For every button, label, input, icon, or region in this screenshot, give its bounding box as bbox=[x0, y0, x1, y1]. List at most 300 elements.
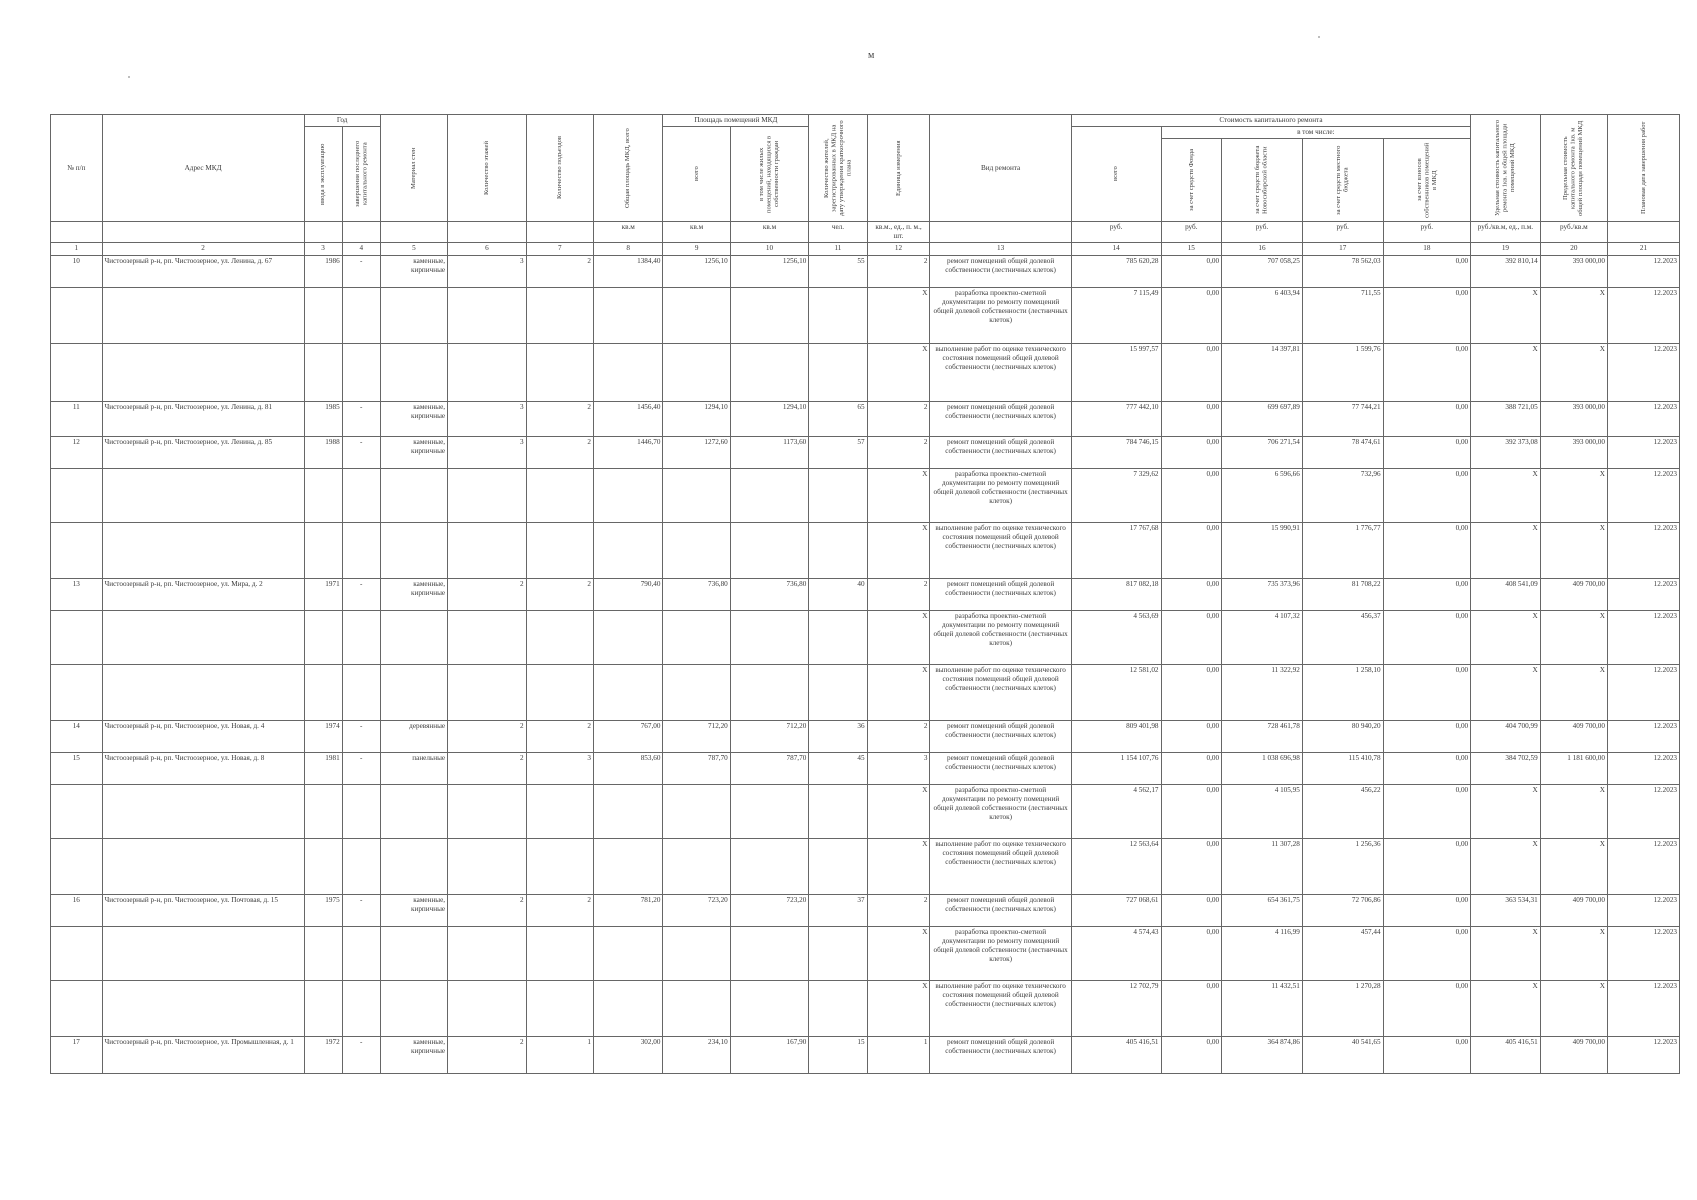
cost-owners-cell: 0,00 bbox=[1383, 927, 1471, 981]
table-body bbox=[51, 256, 1680, 1074]
floors-cell bbox=[448, 927, 527, 981]
unit-cost-cell: X bbox=[1471, 927, 1541, 981]
column-number: 3 bbox=[304, 243, 342, 256]
column-number: 13 bbox=[930, 243, 1071, 256]
material-cell bbox=[380, 344, 447, 402]
cost-total-cell: 4 563,69 bbox=[1071, 611, 1161, 665]
area-cell bbox=[593, 344, 663, 402]
cost-fund-cell: 0,00 bbox=[1161, 611, 1222, 665]
residents-cell bbox=[809, 664, 867, 720]
residents-cell: 15 bbox=[809, 1037, 867, 1074]
floors-cell: 2 bbox=[448, 1037, 527, 1074]
plan-date-cell: 12.2023 bbox=[1607, 895, 1679, 927]
last-repair-cell: - bbox=[342, 753, 380, 785]
row-number bbox=[51, 981, 103, 1037]
row-number bbox=[51, 469, 103, 523]
table-row bbox=[51, 522, 1680, 578]
year-cell: 1986 bbox=[304, 256, 342, 288]
column-number: 16 bbox=[1222, 243, 1303, 256]
entrances-cell bbox=[526, 927, 593, 981]
material-cell: деревянные bbox=[380, 720, 447, 752]
plan-date-cell: 12.2023 bbox=[1607, 753, 1679, 785]
address-cell: Чистоозерный р-н, рп. Чистоозерное, ул. Новая, д. 4 bbox=[102, 720, 304, 752]
cost-regional-cell: 6 403,94 bbox=[1222, 288, 1303, 344]
unit-premises-residential: кв.м bbox=[730, 222, 809, 243]
plan-date-cell: 12.2023 bbox=[1607, 522, 1679, 578]
header-cost-local: за счет средств местного бюджета bbox=[1302, 139, 1383, 222]
unit-cell: 2 bbox=[867, 720, 930, 752]
year-cell: 1974 bbox=[304, 720, 342, 752]
entrances-cell: 3 bbox=[526, 753, 593, 785]
last-repair-cell: - bbox=[342, 578, 380, 610]
last-repair-cell bbox=[342, 611, 380, 665]
row-number: 13 bbox=[51, 578, 103, 610]
header-residents: Количество жителей, зарегистрированных в МКД на дату утверждения краткосрочного плана bbox=[809, 115, 867, 222]
floors-cell: 3 bbox=[448, 402, 527, 436]
cost-total-cell: 809 401,98 bbox=[1071, 720, 1161, 752]
entrances-cell bbox=[526, 288, 593, 344]
plan-date-cell: 12.2023 bbox=[1607, 720, 1679, 752]
table-row bbox=[51, 664, 1680, 720]
last-repair-cell: - bbox=[342, 895, 380, 927]
area-cell bbox=[593, 469, 663, 523]
table-row bbox=[51, 839, 1680, 895]
unit-measure: кв.м., ед., п. м., шт. bbox=[867, 222, 930, 243]
cost-regional-cell: 707 058,25 bbox=[1222, 256, 1303, 288]
address-cell: Чистоозерный р-н, рп. Чистоозерное, ул. Новая, д. 8 bbox=[102, 753, 304, 785]
cost-owners-cell: 0,00 bbox=[1383, 256, 1471, 288]
cost-fund-cell: 0,00 bbox=[1161, 469, 1222, 523]
header-premises-total: всего bbox=[663, 127, 730, 222]
unit-cost-cell: 392 810,14 bbox=[1471, 256, 1541, 288]
address-cell: Чистоозерный р-н, рп. Чистоозерное, ул. Ленина, д. 81 bbox=[102, 402, 304, 436]
row-number: 10 bbox=[51, 256, 103, 288]
cost-fund-cell: 0,00 bbox=[1161, 927, 1222, 981]
entrances-cell bbox=[526, 981, 593, 1037]
residents-cell bbox=[809, 469, 867, 523]
cost-local-cell: 1 256,36 bbox=[1302, 839, 1383, 895]
unit-unit-cost: руб./кв.м, ед., п.м. bbox=[1471, 222, 1541, 243]
premises-cell: 723,20 bbox=[663, 895, 730, 927]
column-number: 6 bbox=[448, 243, 527, 256]
residents-cell bbox=[809, 927, 867, 981]
plan-date-cell: 12.2023 bbox=[1607, 469, 1679, 523]
area-cell bbox=[593, 927, 663, 981]
residential-area-cell bbox=[730, 927, 809, 981]
material-cell: каменные, кирпичные bbox=[380, 256, 447, 288]
table-row bbox=[51, 436, 1680, 468]
address-cell: Чистоозерный р-н, рп. Чистоозерное, ул. Ленина, д. 85 bbox=[102, 436, 304, 468]
cost-local-cell: 711,55 bbox=[1302, 288, 1383, 344]
unit-cell bbox=[1607, 222, 1679, 243]
work-type-cell: выполнение работ по оценке технического состояния помещений общей долевой собственности (лестничных клеток) bbox=[930, 664, 1071, 720]
max-cost-cell: X bbox=[1540, 344, 1607, 402]
area-cell: 853,60 bbox=[593, 753, 663, 785]
unit-cost-total: руб. bbox=[1071, 222, 1161, 243]
cost-fund-cell: 0,00 bbox=[1161, 981, 1222, 1037]
row-number bbox=[51, 344, 103, 402]
table-row bbox=[51, 895, 1680, 927]
residential-area-cell bbox=[730, 664, 809, 720]
max-cost-cell: 393 000,00 bbox=[1540, 436, 1607, 468]
max-cost-cell: X bbox=[1540, 469, 1607, 523]
residents-cell: 65 bbox=[809, 402, 867, 436]
address-cell bbox=[102, 839, 304, 895]
cost-local-cell: 115 410,78 bbox=[1302, 753, 1383, 785]
work-type-cell: выполнение работ по оценке технического состояния помещений общей долевой собственности (лестничных клеток) bbox=[930, 344, 1071, 402]
last-repair-cell bbox=[342, 664, 380, 720]
cost-regional-cell: 735 373,96 bbox=[1222, 578, 1303, 610]
max-cost-cell: 409 700,00 bbox=[1540, 895, 1607, 927]
material-cell bbox=[380, 611, 447, 665]
cost-fund-cell: 0,00 bbox=[1161, 839, 1222, 895]
address-cell bbox=[102, 611, 304, 665]
unit-cost-cell: X bbox=[1471, 344, 1541, 402]
unit-total-area: кв.м bbox=[593, 222, 663, 243]
premises-cell bbox=[663, 839, 730, 895]
work-type-cell: ремонт помещений общей долевой собственности (лестничных клеток) bbox=[930, 895, 1071, 927]
unit-cell: 2 bbox=[867, 402, 930, 436]
plan-date-cell: 12.2023 bbox=[1607, 1037, 1679, 1074]
year-cell bbox=[304, 927, 342, 981]
premises-cell: 787,70 bbox=[663, 753, 730, 785]
cost-local-cell: 457,44 bbox=[1302, 927, 1383, 981]
cost-fund-cell: 0,00 bbox=[1161, 1037, 1222, 1074]
material-cell: каменные, кирпичные bbox=[380, 578, 447, 610]
address-cell bbox=[102, 288, 304, 344]
cost-fund-cell: 0,00 bbox=[1161, 785, 1222, 839]
cost-total-cell: 12 563,64 bbox=[1071, 839, 1161, 895]
cost-fund-cell: 0,00 bbox=[1161, 578, 1222, 610]
cost-local-cell: 1 258,10 bbox=[1302, 664, 1383, 720]
unit-cost-cell: X bbox=[1471, 664, 1541, 720]
cost-regional-cell: 11 322,92 bbox=[1222, 664, 1303, 720]
floors-cell bbox=[448, 522, 527, 578]
unit-cell bbox=[102, 222, 304, 243]
address-cell bbox=[102, 469, 304, 523]
address-cell bbox=[102, 785, 304, 839]
max-cost-cell: X bbox=[1540, 664, 1607, 720]
header-no: № п/п bbox=[51, 115, 103, 222]
material-cell bbox=[380, 469, 447, 523]
residential-area-cell bbox=[730, 288, 809, 344]
residents-cell bbox=[809, 288, 867, 344]
last-repair-cell bbox=[342, 288, 380, 344]
unit-cell: X bbox=[867, 927, 930, 981]
last-repair-cell bbox=[342, 344, 380, 402]
floors-cell bbox=[448, 469, 527, 523]
column-number: 9 bbox=[663, 243, 730, 256]
capital-repair-table bbox=[50, 114, 1680, 1074]
cost-fund-cell: 0,00 bbox=[1161, 256, 1222, 288]
cost-regional-cell: 4 116,99 bbox=[1222, 927, 1303, 981]
unit-cost-regional: руб. bbox=[1222, 222, 1303, 243]
entrances-cell bbox=[526, 664, 593, 720]
column-number: 8 bbox=[593, 243, 663, 256]
last-repair-cell bbox=[342, 785, 380, 839]
premises-cell bbox=[663, 288, 730, 344]
work-type-cell: ремонт помещений общей долевой собственности (лестничных клеток) bbox=[930, 720, 1071, 752]
table-row bbox=[51, 981, 1680, 1037]
cost-regional-cell: 654 361,75 bbox=[1222, 895, 1303, 927]
entrances-cell: 2 bbox=[526, 256, 593, 288]
premises-cell: 1294,10 bbox=[663, 402, 730, 436]
header-year-commission: ввода в эксплуатацию bbox=[304, 127, 342, 222]
entrances-cell: 2 bbox=[526, 720, 593, 752]
cost-owners-cell: 0,00 bbox=[1383, 578, 1471, 610]
header-cost-total: всего bbox=[1071, 127, 1161, 222]
cost-regional-cell: 364 874,86 bbox=[1222, 1037, 1303, 1074]
header-work-type: Вид ремонта bbox=[930, 115, 1071, 222]
cost-local-cell: 77 744,21 bbox=[1302, 402, 1383, 436]
cost-total-cell: 15 997,57 bbox=[1071, 344, 1161, 402]
area-cell bbox=[593, 664, 663, 720]
premises-cell bbox=[663, 981, 730, 1037]
row-number: 14 bbox=[51, 720, 103, 752]
address-cell: Чистоозерный р-н, рп. Чистоозерное, ул. Промышленная, д. 1 bbox=[102, 1037, 304, 1074]
residents-cell bbox=[809, 344, 867, 402]
unit-cost-cell: X bbox=[1471, 469, 1541, 523]
row-number bbox=[51, 839, 103, 895]
area-cell: 1384,40 bbox=[593, 256, 663, 288]
residents-cell: 45 bbox=[809, 753, 867, 785]
cost-owners-cell: 0,00 bbox=[1383, 611, 1471, 665]
cost-total-cell: 405 416,51 bbox=[1071, 1037, 1161, 1074]
column-number: 1 bbox=[51, 243, 103, 256]
unit-max-cost: руб./кв.м bbox=[1540, 222, 1607, 243]
cost-local-cell: 81 708,22 bbox=[1302, 578, 1383, 610]
max-cost-cell: X bbox=[1540, 785, 1607, 839]
work-type-cell: выполнение работ по оценке технического состояния помещений общей долевой собственности (лестничных клеток) bbox=[930, 981, 1071, 1037]
row-number bbox=[51, 927, 103, 981]
year-cell bbox=[304, 344, 342, 402]
header-unit: Единица измерения bbox=[867, 115, 930, 222]
row-number: 16 bbox=[51, 895, 103, 927]
row-number: 11 bbox=[51, 402, 103, 436]
residential-area-cell: 1173,60 bbox=[730, 436, 809, 468]
unit-cell: X bbox=[867, 611, 930, 665]
header-floors: Количество этажей bbox=[448, 115, 527, 222]
unit-cell bbox=[342, 222, 380, 243]
cost-total-cell: 7 329,62 bbox=[1071, 469, 1161, 523]
residential-area-cell: 1256,10 bbox=[730, 256, 809, 288]
table-row bbox=[51, 402, 1680, 436]
row-number: 12 bbox=[51, 436, 103, 468]
material-cell: каменные, кирпичные bbox=[380, 895, 447, 927]
residential-area-cell: 736,80 bbox=[730, 578, 809, 610]
entrances-cell bbox=[526, 785, 593, 839]
floors-cell bbox=[448, 839, 527, 895]
unit-cell bbox=[304, 222, 342, 243]
premises-cell bbox=[663, 344, 730, 402]
residential-area-cell bbox=[730, 839, 809, 895]
floors-cell bbox=[448, 664, 527, 720]
entrances-cell: 2 bbox=[526, 436, 593, 468]
area-cell: 1456,40 bbox=[593, 402, 663, 436]
plan-date-cell: 12.2023 bbox=[1607, 981, 1679, 1037]
last-repair-cell bbox=[342, 839, 380, 895]
entrances-cell bbox=[526, 469, 593, 523]
residents-cell: 40 bbox=[809, 578, 867, 610]
column-number: 15 bbox=[1161, 243, 1222, 256]
unit-cell: X bbox=[867, 664, 930, 720]
floors-cell bbox=[448, 785, 527, 839]
year-cell bbox=[304, 981, 342, 1037]
address-cell: Чистоозерный р-н, рп. Чистоозерное, ул. Ленина, д. 67 bbox=[102, 256, 304, 288]
unit-cell: 2 bbox=[867, 256, 930, 288]
cost-owners-cell: 0,00 bbox=[1383, 1037, 1471, 1074]
residents-cell bbox=[809, 785, 867, 839]
cost-local-cell: 1 776,77 bbox=[1302, 522, 1383, 578]
cost-local-cell: 456,37 bbox=[1302, 611, 1383, 665]
header-cost-fund: за счет средств Фонда bbox=[1161, 139, 1222, 222]
area-cell: 790,40 bbox=[593, 578, 663, 610]
unit-cost-cell: 408 541,09 bbox=[1471, 578, 1541, 610]
entrances-cell: 2 bbox=[526, 402, 593, 436]
cost-local-cell: 732,96 bbox=[1302, 469, 1383, 523]
floors-cell: 2 bbox=[448, 578, 527, 610]
work-type-cell: ремонт помещений общей долевой собственности (лестничных клеток) bbox=[930, 402, 1071, 436]
residential-area-cell: 167,90 bbox=[730, 1037, 809, 1074]
row-number bbox=[51, 522, 103, 578]
unit-cell: 2 bbox=[867, 578, 930, 610]
cost-owners-cell: 0,00 bbox=[1383, 522, 1471, 578]
max-cost-cell: X bbox=[1540, 981, 1607, 1037]
cost-total-cell: 727 068,61 bbox=[1071, 895, 1161, 927]
header-wall-material: Материал стен bbox=[380, 115, 447, 222]
cost-regional-cell: 6 596,66 bbox=[1222, 469, 1303, 523]
residents-cell bbox=[809, 611, 867, 665]
residential-area-cell bbox=[730, 785, 809, 839]
max-cost-cell: X bbox=[1540, 288, 1607, 344]
max-cost-cell: 393 000,00 bbox=[1540, 256, 1607, 288]
entrances-cell: 1 bbox=[526, 1037, 593, 1074]
header-cost-owners: за счет взносов собственников помещений в МКД bbox=[1383, 139, 1471, 222]
unit-cost-cell: 392 373,08 bbox=[1471, 436, 1541, 468]
unit-cell bbox=[526, 222, 593, 243]
header-max-cost: Предельная стоимость капитального ремонта 1кв. м общей площади помещений МКД bbox=[1540, 115, 1607, 222]
premises-cell bbox=[663, 522, 730, 578]
cost-owners-cell: 0,00 bbox=[1383, 981, 1471, 1037]
last-repair-cell: - bbox=[342, 720, 380, 752]
cost-fund-cell: 0,00 bbox=[1161, 664, 1222, 720]
cost-owners-cell: 0,00 bbox=[1383, 753, 1471, 785]
cost-regional-cell: 4 105,95 bbox=[1222, 785, 1303, 839]
unit-cell bbox=[380, 222, 447, 243]
residential-area-cell: 1294,10 bbox=[730, 402, 809, 436]
unit-cell: 2 bbox=[867, 895, 930, 927]
row-number bbox=[51, 611, 103, 665]
max-cost-cell: X bbox=[1540, 839, 1607, 895]
last-repair-cell bbox=[342, 522, 380, 578]
cost-regional-cell: 15 990,91 bbox=[1222, 522, 1303, 578]
material-cell bbox=[380, 288, 447, 344]
scan-speck bbox=[128, 76, 130, 78]
cost-total-cell: 785 620,28 bbox=[1071, 256, 1161, 288]
material-cell: каменные, кирпичные bbox=[380, 436, 447, 468]
unit-cell: 2 bbox=[867, 436, 930, 468]
floors-cell bbox=[448, 611, 527, 665]
cost-total-cell: 1 154 107,76 bbox=[1071, 753, 1161, 785]
unit-cost-cell: X bbox=[1471, 785, 1541, 839]
column-number: 14 bbox=[1071, 243, 1161, 256]
address-cell bbox=[102, 981, 304, 1037]
residents-cell bbox=[809, 522, 867, 578]
year-cell: 1971 bbox=[304, 578, 342, 610]
premises-cell bbox=[663, 469, 730, 523]
floors-cell bbox=[448, 288, 527, 344]
column-number: 5 bbox=[380, 243, 447, 256]
plan-date-cell: 12.2023 bbox=[1607, 256, 1679, 288]
last-repair-cell: - bbox=[342, 256, 380, 288]
row-number bbox=[51, 785, 103, 839]
header-premises-group: Площадь помещений МКД bbox=[663, 115, 809, 127]
last-repair-cell: - bbox=[342, 402, 380, 436]
work-type-cell: разработка проектно-сметной документации по ремонту помещений общей долевой собственности (лестничных клеток) bbox=[930, 288, 1071, 344]
max-cost-cell: 409 700,00 bbox=[1540, 578, 1607, 610]
cost-total-cell: 777 442,10 bbox=[1071, 402, 1161, 436]
table-row bbox=[51, 469, 1680, 523]
work-type-cell: ремонт помещений общей долевой собственности (лестничных клеток) bbox=[930, 436, 1071, 468]
unit-cost-cell: X bbox=[1471, 522, 1541, 578]
cost-local-cell: 80 940,20 bbox=[1302, 720, 1383, 752]
cost-local-cell: 1 270,28 bbox=[1302, 981, 1383, 1037]
material-cell: панельные bbox=[380, 753, 447, 785]
plan-date-cell: 12.2023 bbox=[1607, 611, 1679, 665]
column-number: 21 bbox=[1607, 243, 1679, 256]
entrances-cell bbox=[526, 839, 593, 895]
area-cell: 1446,70 bbox=[593, 436, 663, 468]
cost-regional-cell: 699 697,89 bbox=[1222, 402, 1303, 436]
cost-owners-cell: 0,00 bbox=[1383, 785, 1471, 839]
floors-cell: 2 bbox=[448, 720, 527, 752]
residential-area-cell: 787,70 bbox=[730, 753, 809, 785]
cost-owners-cell: 0,00 bbox=[1383, 288, 1471, 344]
residential-area-cell bbox=[730, 522, 809, 578]
table-row bbox=[51, 611, 1680, 665]
row-number: 15 bbox=[51, 753, 103, 785]
material-cell bbox=[380, 664, 447, 720]
residential-area-cell bbox=[730, 611, 809, 665]
work-type-cell: разработка проектно-сметной документации по ремонту помещений общей долевой собственности (лестничных клеток) bbox=[930, 927, 1071, 981]
unit-cost-cell: 404 700,99 bbox=[1471, 720, 1541, 752]
floors-cell bbox=[448, 981, 527, 1037]
unit-cell: X bbox=[867, 344, 930, 402]
table-row bbox=[51, 578, 1680, 610]
plan-date-cell: 12.2023 bbox=[1607, 839, 1679, 895]
area-cell bbox=[593, 981, 663, 1037]
entrances-cell bbox=[526, 344, 593, 402]
cost-total-cell: 12 581,02 bbox=[1071, 664, 1161, 720]
column-number: 17 bbox=[1302, 243, 1383, 256]
cost-local-cell: 72 706,86 bbox=[1302, 895, 1383, 927]
plan-date-cell: 12.2023 bbox=[1607, 664, 1679, 720]
cost-fund-cell: 0,00 bbox=[1161, 436, 1222, 468]
header-year-last-repair: завершения последнего капитального ремонта bbox=[342, 127, 380, 222]
cost-owners-cell: 0,00 bbox=[1383, 402, 1471, 436]
column-numbers-row bbox=[51, 243, 1680, 256]
work-type-cell: ремонт помещений общей долевой собственности (лестничных клеток) bbox=[930, 1037, 1071, 1074]
cost-owners-cell: 0,00 bbox=[1383, 469, 1471, 523]
cost-regional-cell: 1 038 696,98 bbox=[1222, 753, 1303, 785]
row-number bbox=[51, 288, 103, 344]
table-row bbox=[51, 927, 1680, 981]
work-type-cell: ремонт помещений общей долевой собственности (лестничных клеток) bbox=[930, 578, 1071, 610]
last-repair-cell: - bbox=[342, 436, 380, 468]
residential-area-cell: 723,20 bbox=[730, 895, 809, 927]
cost-total-cell: 4 574,43 bbox=[1071, 927, 1161, 981]
premises-cell: 234,10 bbox=[663, 1037, 730, 1074]
